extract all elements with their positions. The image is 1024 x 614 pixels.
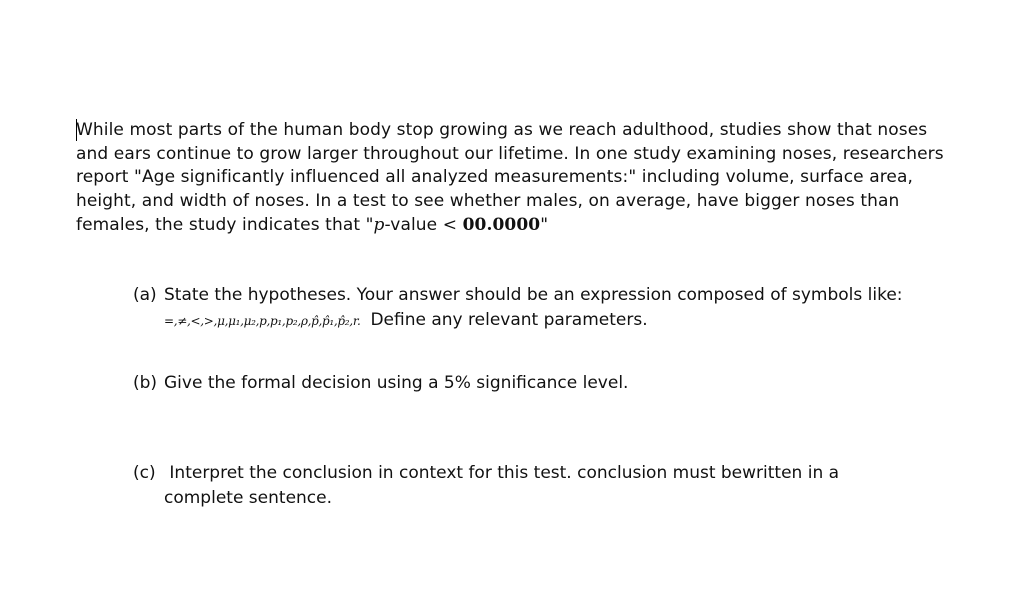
math-p-number: 00.0000	[462, 214, 541, 235]
question-c	[133, 461, 953, 511]
question-c-label: (c)	[133, 463, 156, 483]
question-b-label: (b)	[133, 373, 158, 393]
question-a-line1: State the hypotheses. Your answer should be an expression composed of symbols like:	[164, 285, 903, 305]
intro-text: While most parts of the human body stop growing as we reach adulthood, studies show that noses and ears continue to grow larger throughout our lifetime. In one study examining noses, researchers report "Age significantly influenced all analyzed measurements:" including volume, surface area, height, and width of noses. In a test to see whether males, on average, have bigger noses than females, the study indicates that "	[76, 120, 944, 235]
question-b	[133, 371, 953, 396]
question-a	[133, 283, 953, 334]
math-less-than: <	[442, 214, 458, 235]
intro-value-word: -value	[384, 214, 443, 235]
intro-closing-quote: "	[540, 214, 549, 235]
question-a-label: (a)	[133, 285, 157, 305]
question-a-symbols: =,≠,<,>,μ,μ₁,μ₂,p,p₁,p₂,ρ,p̂,p̂₁,p̂₂,r.	[164, 314, 361, 328]
question-c-line1: Interpret the conclusion in context for this test. conclusion must bewritten in a	[164, 463, 840, 483]
math-p-variable: p	[373, 214, 385, 235]
intro-paragraph	[76, 119, 956, 238]
question-c-line2: complete sentence.	[164, 488, 333, 508]
question-a-line2: Define any relevant parameters.	[370, 310, 648, 330]
question-b-line1: Give the formal decision using a 5% significance level.	[164, 373, 629, 393]
